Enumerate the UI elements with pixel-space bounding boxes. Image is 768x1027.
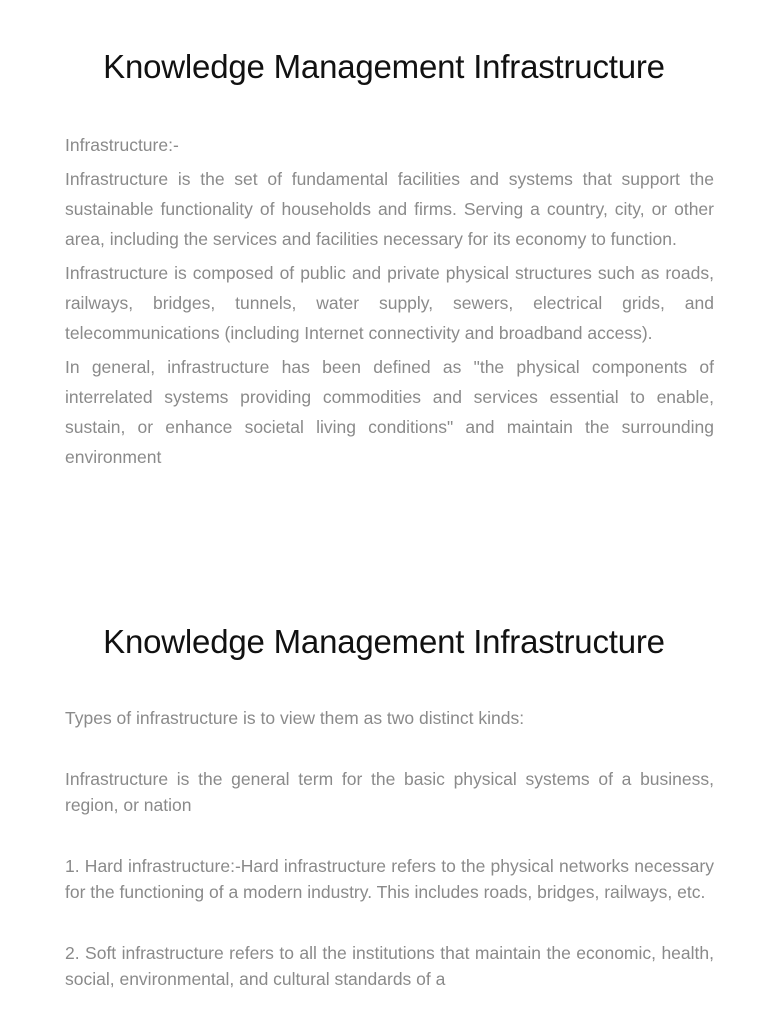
- paragraph: In general, infrastructure has been defined as "the physical components of interrelated systems providing commodities and services essential to enable, sustain, or enhance societal living conditions" and maintain the surrounding environment: [65, 357, 714, 467]
- paragraph: Types of infrastructure is to view them as two distinct kinds:: [65, 708, 525, 728]
- paragraph-heading: Infrastructure:-: [65, 135, 179, 155]
- slide-2: [0, 575, 768, 1024]
- paragraph: Infrastructure is the set of fundamental facilities and systems that support the sustainable functionality of households and firms. Serving a country, city, or other area, including the services and facilities necessary for its economy to function.: [65, 169, 714, 249]
- paragraph: Infrastructure is the general term for the basic physical systems of a business, region, or nation: [65, 769, 714, 815]
- slide-body: [65, 130, 714, 476]
- slide-title: Knowledge Management Infrastructure: [103, 623, 665, 660]
- slide-title: Knowledge Management Infrastructure: [103, 48, 665, 85]
- slide-body: [65, 705, 714, 1027]
- paragraph: 1. Hard infrastructure:-Hard infrastructure refers to the physical networks necessary for the functioning of a modern industry. This includes roads, bridges, railways, etc.: [65, 856, 714, 902]
- paragraph: Infrastructure is composed of public and private physical structures such as roads, railways, bridges, tunnels, water supply, sewers, electrical grids, and telecommunications (including Internet connectivity and broadband access).: [65, 263, 714, 343]
- paragraph: 2. Soft infrastructure refers to all the institutions that maintain the economic, health, social, environmental, and cultural standards of a: [65, 943, 714, 989]
